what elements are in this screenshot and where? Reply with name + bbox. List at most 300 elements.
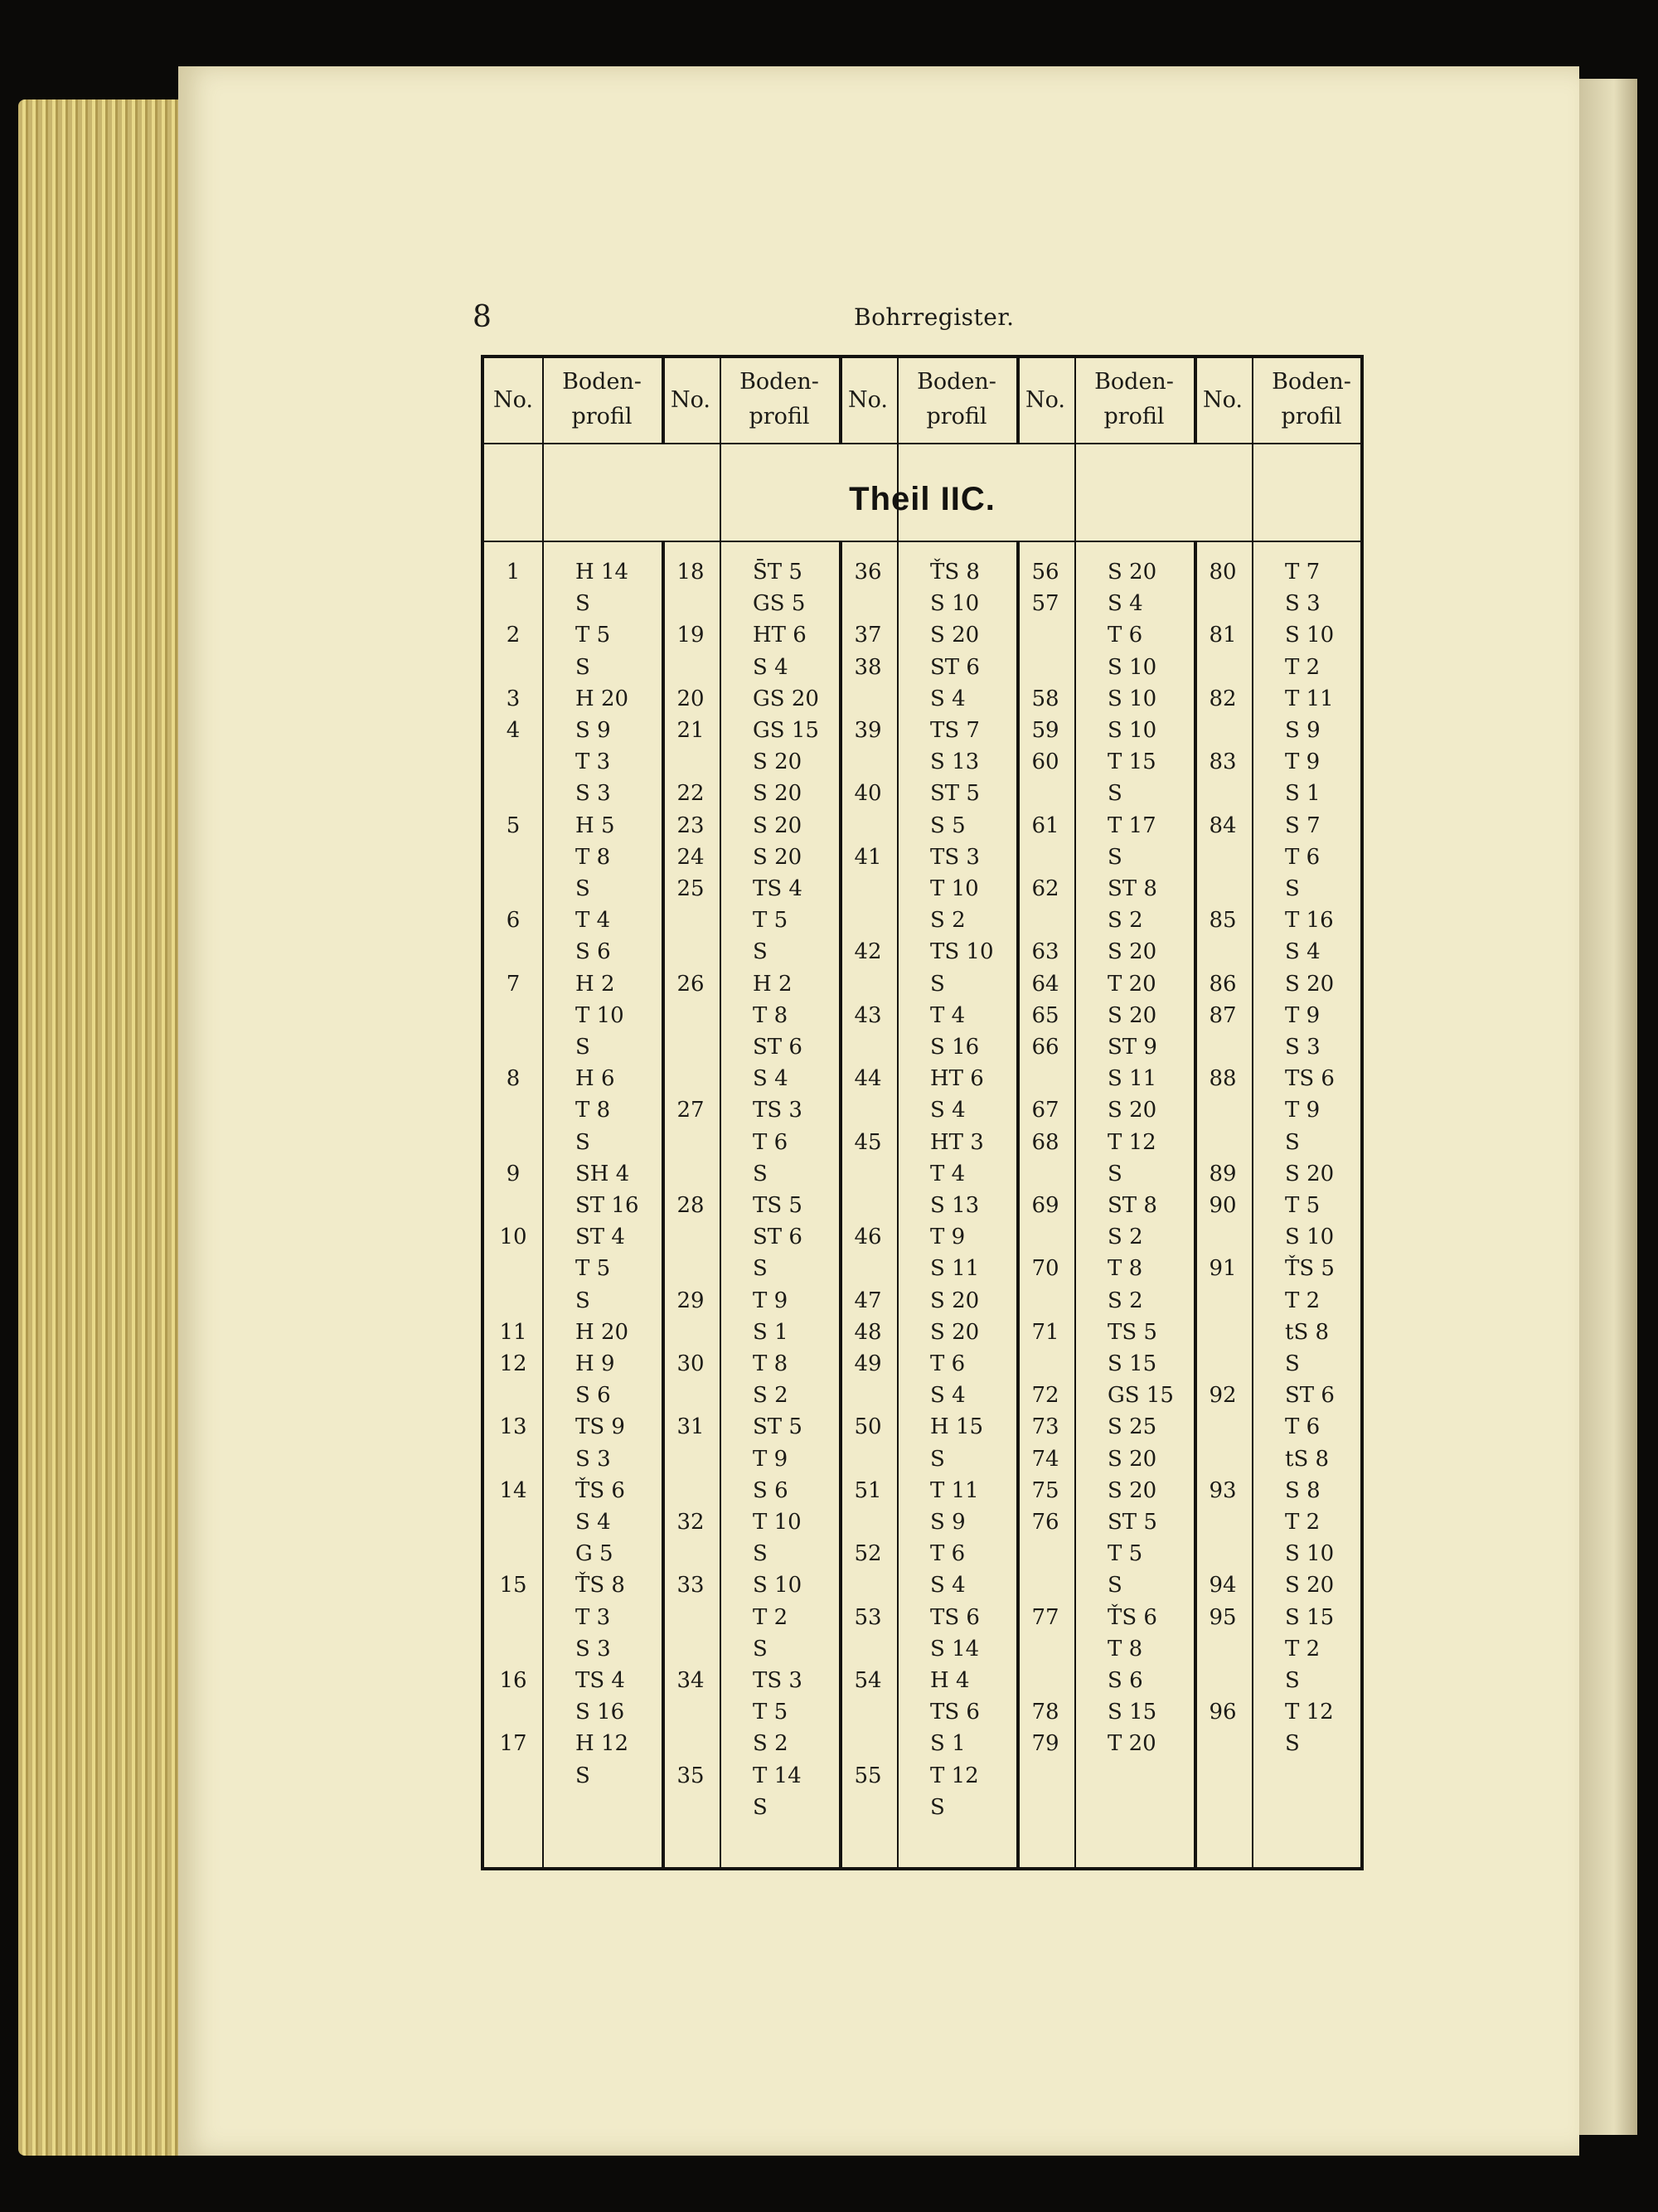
- boring-number: 23: [676, 813, 705, 838]
- soil-profile-entry: T 3: [575, 1604, 611, 1630]
- soil-profile-entry: TS 6: [1285, 1066, 1335, 1092]
- soil-profile-entry: S 10: [1108, 654, 1157, 680]
- soil-profile-entry: S: [575, 591, 590, 617]
- soil-profile-entry: SH 4: [575, 1161, 630, 1186]
- soil-profile-entry: S 20: [1108, 939, 1157, 965]
- soil-profile-entry: S 20: [753, 844, 802, 870]
- soil-profile-entry: T 2: [1285, 1510, 1321, 1535]
- header-no: No.: [671, 387, 710, 413]
- boring-number: 41: [854, 844, 882, 870]
- boring-number: 86: [1209, 971, 1237, 997]
- boring-number: 75: [1031, 1477, 1059, 1503]
- soil-profile-entry: T 6: [753, 1129, 788, 1155]
- soil-profile-entry: S: [753, 1256, 768, 1282]
- boring-number: 27: [676, 1098, 705, 1123]
- soil-profile-entry: S 1: [1285, 781, 1321, 807]
- soil-profile-entry: TS 3: [753, 1668, 802, 1693]
- soil-profile-entry: S: [1285, 1731, 1300, 1757]
- soil-profile-entry: S: [930, 1794, 945, 1820]
- boring-number: 52: [854, 1541, 882, 1567]
- soil-profile-entry: ST 5: [753, 1414, 802, 1440]
- soil-profile-entry: S: [1108, 1573, 1122, 1598]
- soil-profile-entry: S 25: [1108, 1414, 1157, 1440]
- soil-profile-entry: S: [753, 1794, 768, 1820]
- soil-profile-entry: ST 9: [1108, 1035, 1157, 1060]
- soil-profile-entry: S: [1108, 781, 1122, 807]
- soil-profile-entry: S 20: [1285, 1161, 1335, 1186]
- soil-profile-entry: S 4: [930, 1383, 966, 1409]
- soil-profile-entry: S 3: [1285, 1035, 1321, 1060]
- boring-number: 9: [506, 1161, 521, 1186]
- soil-profile-entry: T 12: [930, 1763, 979, 1788]
- soil-profile-entry: TS 3: [753, 1098, 802, 1123]
- soil-profile-entry: GS 5: [753, 591, 806, 617]
- soil-profile-entry: T 2: [753, 1604, 788, 1630]
- soil-profile-entry: S 2: [1108, 1225, 1143, 1250]
- soil-profile-entry: T 2: [1285, 1636, 1321, 1661]
- soil-profile-entry: S 16: [575, 1700, 625, 1725]
- soil-profile-entry: T 11: [930, 1477, 979, 1503]
- soil-profile-entry: S: [930, 1446, 945, 1472]
- boring-number: 66: [1031, 1035, 1059, 1060]
- next-page-edge: [1579, 79, 1637, 2135]
- boring-number: 35: [676, 1763, 705, 1788]
- soil-profile-entry: S 13: [930, 749, 980, 775]
- boring-number: 36: [854, 560, 882, 585]
- boring-number: 90: [1209, 1193, 1237, 1218]
- soil-profile-entry: T 12: [1108, 1129, 1156, 1155]
- soil-profile-entry: S̄T 5: [753, 560, 802, 585]
- boring-number: 19: [676, 623, 705, 648]
- running-head: Bohrregister.: [854, 303, 1015, 331]
- boring-number: 88: [1209, 1066, 1237, 1092]
- boring-number: 38: [854, 654, 882, 680]
- soil-profile-entry: S 20: [1285, 971, 1335, 997]
- boring-number: 56: [1031, 560, 1059, 585]
- soil-profile-entry: H 15: [930, 1414, 984, 1440]
- soil-profile-entry: S 2: [753, 1731, 788, 1757]
- boring-number: 34: [676, 1668, 705, 1693]
- section-rule: [484, 541, 1360, 542]
- soil-profile-entry: H 2: [753, 971, 793, 997]
- soil-profile-entry: S 5: [930, 813, 966, 838]
- soil-profile-entry: S 15: [1285, 1604, 1335, 1630]
- soil-profile-entry: S 8: [1285, 1477, 1321, 1503]
- soil-profile-entry: S 10: [753, 1573, 802, 1598]
- boring-number: 4: [506, 718, 521, 743]
- boring-number: 83: [1209, 749, 1237, 775]
- soil-profile-entry: T 4: [930, 1002, 966, 1028]
- soil-profile-entry: ŤS 8: [575, 1573, 625, 1598]
- soil-profile-entry: S 20: [1285, 1573, 1335, 1598]
- boring-number: 24: [676, 844, 705, 870]
- soil-profile-entry: ST 5: [930, 781, 980, 807]
- header-no: No.: [848, 387, 888, 413]
- soil-profile-entry: T 8: [753, 1351, 788, 1376]
- soil-profile-entry: T 5: [1108, 1541, 1143, 1567]
- soil-profile-entry: S 14: [930, 1636, 980, 1661]
- boring-number: 45: [854, 1129, 882, 1155]
- soil-profile-entry: S 7: [1285, 813, 1321, 838]
- soil-profile-entry: T 15: [1108, 749, 1156, 775]
- soil-profile-entry: S 2: [1108, 908, 1143, 934]
- soil-profile-entry: T 14: [753, 1763, 802, 1788]
- soil-profile-entry: T 9: [930, 1225, 966, 1250]
- soil-profile-entry: tS 8: [1285, 1319, 1330, 1345]
- soil-profile-entry: T 12: [1285, 1700, 1334, 1725]
- boring-number: 50: [854, 1414, 882, 1440]
- boring-number: 84: [1209, 813, 1237, 838]
- page-edges: [18, 99, 184, 2156]
- soil-profile-entry: T 6: [1108, 623, 1143, 648]
- soil-profile-entry: H 6: [575, 1066, 615, 1092]
- boring-number: 81: [1209, 623, 1237, 648]
- boring-number: 42: [854, 939, 882, 965]
- soil-profile-entry: H 12: [575, 1731, 629, 1757]
- boring-number: 33: [676, 1573, 705, 1598]
- boring-number: 32: [676, 1510, 705, 1535]
- soil-profile-entry: S 6: [575, 1383, 611, 1409]
- boring-number: 18: [676, 560, 705, 585]
- soil-profile-entry: S 2: [1108, 1288, 1143, 1313]
- header-no: No.: [1025, 387, 1065, 413]
- soil-profile-entry: S 11: [1108, 1066, 1157, 1092]
- soil-profile-entry: S 3: [575, 1446, 611, 1472]
- soil-profile-entry: T 6: [1285, 844, 1321, 870]
- boring-number: 94: [1209, 1573, 1237, 1598]
- soil-profile-entry: T 17: [1108, 813, 1156, 838]
- boring-number: 21: [676, 718, 705, 743]
- column-rule: [897, 358, 899, 1867]
- soil-profile-entry: S: [1285, 1351, 1300, 1376]
- soil-profile-entry: S 6: [753, 1477, 788, 1503]
- soil-profile-entry: S: [753, 1161, 768, 1186]
- soil-profile-entry: T 6: [930, 1541, 966, 1567]
- soil-profile-entry: S: [575, 1129, 590, 1155]
- section-title: Theil IIC.: [849, 481, 996, 517]
- header-bodenprofil: Boden- profil: [739, 369, 819, 429]
- column-rule: [1252, 358, 1253, 1867]
- page-number: 8: [473, 300, 492, 334]
- soil-profile-entry: HT 3: [930, 1129, 984, 1155]
- soil-profile-entry: S 20: [930, 623, 980, 648]
- soil-profile-entry: HT 6: [930, 1066, 984, 1092]
- soil-profile-entry: S 4: [930, 686, 966, 711]
- soil-profile-entry: S 1: [930, 1731, 966, 1757]
- soil-profile-entry: S 20: [753, 781, 802, 807]
- boring-number: 72: [1031, 1383, 1059, 1409]
- soil-profile-entry: S 10: [1285, 1541, 1335, 1567]
- boring-number: 54: [854, 1668, 882, 1693]
- soil-profile-entry: H 14: [575, 560, 629, 585]
- soil-profile-entry: S 15: [1108, 1700, 1157, 1725]
- soil-profile-entry: S 10: [930, 591, 980, 617]
- soil-profile-entry: S 4: [753, 1066, 788, 1092]
- soil-profile-entry: S: [930, 971, 945, 997]
- soil-profile-entry: S: [575, 1288, 590, 1313]
- soil-profile-entry: T 2: [1285, 1288, 1321, 1313]
- soil-profile-entry: T 8: [1108, 1636, 1143, 1661]
- boring-number: 20: [676, 686, 705, 711]
- boring-number: 85: [1209, 908, 1237, 934]
- boring-number: 47: [854, 1288, 882, 1313]
- soil-profile-entry: T 10: [930, 876, 979, 901]
- boring-number: 14: [499, 1477, 527, 1503]
- soil-profile-entry: S: [1108, 844, 1122, 870]
- soil-profile-entry: tS 8: [1285, 1446, 1330, 1472]
- soil-profile-entry: ST 6: [930, 654, 980, 680]
- soil-profile-entry: T 8: [575, 1098, 611, 1123]
- soil-profile-entry: S 2: [930, 908, 966, 934]
- boring-number: 16: [499, 1668, 527, 1693]
- soil-profile-entry: T 10: [753, 1510, 802, 1535]
- boring-number: 89: [1209, 1161, 1237, 1186]
- soil-profile-entry: S 4: [1285, 939, 1321, 965]
- boring-number: 87: [1209, 1002, 1237, 1028]
- soil-profile-entry: S 20: [1108, 1446, 1157, 1472]
- boring-number: 59: [1031, 718, 1059, 743]
- soil-profile-entry: H 2: [575, 971, 615, 997]
- soil-profile-entry: ST 8: [1108, 1193, 1157, 1218]
- soil-profile-entry: ST 4: [575, 1225, 625, 1250]
- header-bodenprofil: Boden- profil: [562, 369, 642, 429]
- soil-profile-entry: S: [1285, 1668, 1300, 1693]
- soil-profile-entry: S 20: [753, 813, 802, 838]
- soil-profile-entry: T 2: [1285, 654, 1321, 680]
- soil-profile-entry: T 4: [575, 908, 611, 934]
- soil-profile-entry: ŤS 6: [1108, 1604, 1157, 1630]
- soil-profile-entry: S 3: [575, 781, 611, 807]
- boring-number: 95: [1209, 1604, 1237, 1630]
- boring-number: 6: [506, 908, 521, 934]
- boring-number: 31: [676, 1414, 705, 1440]
- header-bodenprofil: Boden- profil: [1272, 369, 1351, 429]
- boring-number: 68: [1031, 1129, 1059, 1155]
- boring-number: 61: [1031, 813, 1059, 838]
- boring-number: 12: [499, 1351, 527, 1376]
- boring-number: 29: [676, 1288, 705, 1313]
- header-bodenprofil: Boden- profil: [917, 369, 996, 429]
- soil-profile-entry: TS 5: [1108, 1319, 1157, 1345]
- soil-profile-entry: S 9: [575, 718, 611, 743]
- soil-profile-entry: H 9: [575, 1351, 615, 1376]
- soil-profile-entry: ST 6: [1285, 1383, 1335, 1409]
- soil-profile-entry: S 15: [1108, 1351, 1157, 1376]
- boring-number: 13: [499, 1414, 527, 1440]
- soil-profile-entry: S: [575, 654, 590, 680]
- soil-profile-entry: ST 16: [575, 1193, 639, 1218]
- soil-profile-entry: T 9: [1285, 1002, 1321, 1028]
- soil-profile-entry: S 6: [1108, 1668, 1143, 1693]
- soil-profile-entry: S: [753, 939, 768, 965]
- soil-profile-entry: GS 20: [753, 686, 819, 711]
- boring-number: 96: [1209, 1700, 1237, 1725]
- boring-number: 40: [854, 781, 882, 807]
- boring-number: 64: [1031, 971, 1059, 997]
- boring-number: 44: [854, 1066, 882, 1092]
- soil-profile-entry: TS 9: [575, 1414, 625, 1440]
- boring-number: 70: [1031, 1256, 1059, 1282]
- soil-profile-entry: S 9: [1285, 718, 1321, 743]
- boring-number: 5: [506, 813, 521, 838]
- soil-profile-entry: S 20: [930, 1319, 980, 1345]
- soil-profile-entry: S 13: [930, 1193, 980, 1218]
- soil-profile-entry: S 20: [930, 1288, 980, 1313]
- soil-profile-entry: T 5: [575, 623, 611, 648]
- column-rule: [542, 358, 544, 1867]
- soil-profile-entry: T 11: [1285, 686, 1334, 711]
- soil-profile-entry: TS 10: [930, 939, 994, 965]
- soil-profile-entry: ST 6: [753, 1225, 802, 1250]
- soil-profile-entry: S 20: [1108, 560, 1157, 585]
- soil-profile-entry: S 11: [930, 1256, 980, 1282]
- boring-number: 10: [499, 1225, 527, 1250]
- soil-profile-entry: TS 3: [930, 844, 980, 870]
- boring-number: 30: [676, 1351, 705, 1376]
- soil-profile-entry: S 20: [1108, 1477, 1157, 1503]
- soil-profile-entry: S 16: [930, 1035, 980, 1060]
- soil-profile-entry: H 4: [930, 1668, 970, 1693]
- soil-profile-entry: ŤS 8: [930, 560, 980, 585]
- boring-number: 62: [1031, 876, 1059, 901]
- boring-number: 43: [854, 1002, 882, 1028]
- boring-number: 79: [1031, 1731, 1059, 1757]
- soil-profile-entry: TS 7: [930, 718, 980, 743]
- soil-profile-entry: S 10: [1108, 686, 1157, 711]
- boring-number: 11: [499, 1319, 527, 1345]
- soil-profile-entry: S 20: [1108, 1002, 1157, 1028]
- soil-profile-entry: T 20: [1108, 1731, 1156, 1757]
- boring-number: 82: [1209, 686, 1237, 711]
- soil-profile-entry: TS 4: [575, 1668, 625, 1693]
- boring-number: 67: [1031, 1098, 1059, 1123]
- soil-profile-entry: TS 6: [930, 1604, 980, 1630]
- boring-number: 37: [854, 623, 882, 648]
- boring-number: 65: [1031, 1002, 1059, 1028]
- soil-profile-entry: H 20: [575, 686, 629, 711]
- boring-number: 46: [854, 1225, 882, 1250]
- soil-profile-entry: TS 6: [930, 1700, 980, 1725]
- soil-profile-entry: S: [753, 1541, 768, 1567]
- soil-profile-entry: T 8: [1108, 1256, 1143, 1282]
- soil-profile-entry: S 2: [753, 1383, 788, 1409]
- column-rule: [720, 358, 721, 1867]
- soil-profile-entry: S 6: [575, 939, 611, 965]
- soil-profile-entry: T 16: [1285, 908, 1334, 934]
- soil-profile-entry: T 5: [575, 1256, 611, 1282]
- soil-profile-entry: GS 15: [1108, 1383, 1174, 1409]
- soil-profile-entry: G 5: [575, 1541, 613, 1567]
- header-bodenprofil: Boden- profil: [1094, 369, 1174, 429]
- boring-number: 69: [1031, 1193, 1059, 1218]
- boring-number: 92: [1209, 1383, 1237, 1409]
- soil-profile-entry: S: [575, 876, 590, 901]
- boring-number: 17: [499, 1731, 527, 1757]
- header-no: No.: [1203, 387, 1243, 413]
- soil-profile-entry: T 9: [753, 1288, 788, 1313]
- soil-profile-entry: S 1: [753, 1319, 788, 1345]
- soil-profile-entry: T 5: [1285, 1193, 1321, 1218]
- boring-number: 51: [854, 1477, 882, 1503]
- header-no: No.: [493, 387, 533, 413]
- boring-number: 7: [506, 971, 521, 997]
- soil-profile-entry: TS 4: [753, 876, 802, 901]
- soil-profile-entry: S: [575, 1763, 590, 1788]
- header-rule: [484, 443, 1360, 444]
- boring-number: 57: [1031, 591, 1059, 617]
- boring-number: 22: [676, 781, 705, 807]
- boring-number: 25: [676, 876, 705, 901]
- soil-profile-entry: T 9: [753, 1446, 788, 1472]
- boring-number: 77: [1031, 1604, 1059, 1630]
- soil-profile-entry: T 5: [753, 908, 788, 934]
- boring-number: 55: [854, 1763, 882, 1788]
- soil-profile-entry: S 10: [1285, 1225, 1335, 1250]
- boring-number: 73: [1031, 1414, 1059, 1440]
- soil-profile-entry: S 4: [1108, 591, 1143, 617]
- soil-profile-entry: H 5: [575, 813, 615, 838]
- boring-number: 80: [1209, 560, 1237, 585]
- soil-profile-entry: T 5: [753, 1700, 788, 1725]
- soil-profile-entry: S: [1108, 1161, 1122, 1186]
- soil-profile-entry: S: [1285, 876, 1300, 901]
- soil-profile-entry: T 9: [1285, 1098, 1321, 1123]
- soil-profile-entry: T 4: [930, 1161, 966, 1186]
- boring-number: 3: [506, 686, 521, 711]
- boring-number: 93: [1209, 1477, 1237, 1503]
- soil-profile-entry: GS 15: [753, 718, 819, 743]
- boring-number: 60: [1031, 749, 1059, 775]
- boring-number: 26: [676, 971, 705, 997]
- soil-profile-entry: S 4: [930, 1098, 966, 1123]
- boring-number: 28: [676, 1193, 705, 1218]
- soil-profile-entry: S 4: [753, 654, 788, 680]
- soil-profile-entry: T 8: [575, 844, 611, 870]
- boring-number: 76: [1031, 1510, 1059, 1535]
- boring-number: 1: [506, 560, 521, 585]
- soil-profile-entry: TS 5: [753, 1193, 802, 1218]
- boring-number: 71: [1031, 1319, 1059, 1345]
- soil-profile-entry: ŤS 5: [1285, 1256, 1335, 1282]
- soil-profile-entry: ŤS 6: [575, 1477, 625, 1503]
- boring-number: 48: [854, 1319, 882, 1345]
- soil-profile-entry: S: [575, 1035, 590, 1060]
- boring-number: 78: [1031, 1700, 1059, 1725]
- boring-number: 8: [506, 1066, 521, 1092]
- soil-profile-entry: S 10: [1108, 718, 1157, 743]
- boring-number: 49: [854, 1351, 882, 1376]
- soil-profile-entry: T 6: [930, 1351, 966, 1376]
- soil-profile-entry: T 6: [1285, 1414, 1321, 1440]
- soil-profile-entry: ST 8: [1108, 876, 1157, 901]
- soil-profile-entry: T 20: [1108, 971, 1156, 997]
- boring-number: 74: [1031, 1446, 1059, 1472]
- soil-profile-entry: T 3: [575, 749, 611, 775]
- boring-number: 63: [1031, 939, 1059, 965]
- soil-profile-entry: T 7: [1285, 560, 1321, 585]
- soil-profile-entry: HT 6: [753, 623, 807, 648]
- soil-profile-entry: ST 6: [753, 1035, 802, 1060]
- soil-profile-entry: T 8: [753, 1002, 788, 1028]
- boring-number: 58: [1031, 686, 1059, 711]
- soil-profile-entry: S 10: [1285, 623, 1335, 648]
- soil-profile-entry: S: [1285, 1129, 1300, 1155]
- soil-profile-entry: S 3: [1285, 591, 1321, 617]
- soil-profile-entry: T 10: [575, 1002, 624, 1028]
- soil-profile-entry: H 20: [575, 1319, 629, 1345]
- column-rule: [1074, 358, 1076, 1867]
- boring-number: 91: [1209, 1256, 1237, 1282]
